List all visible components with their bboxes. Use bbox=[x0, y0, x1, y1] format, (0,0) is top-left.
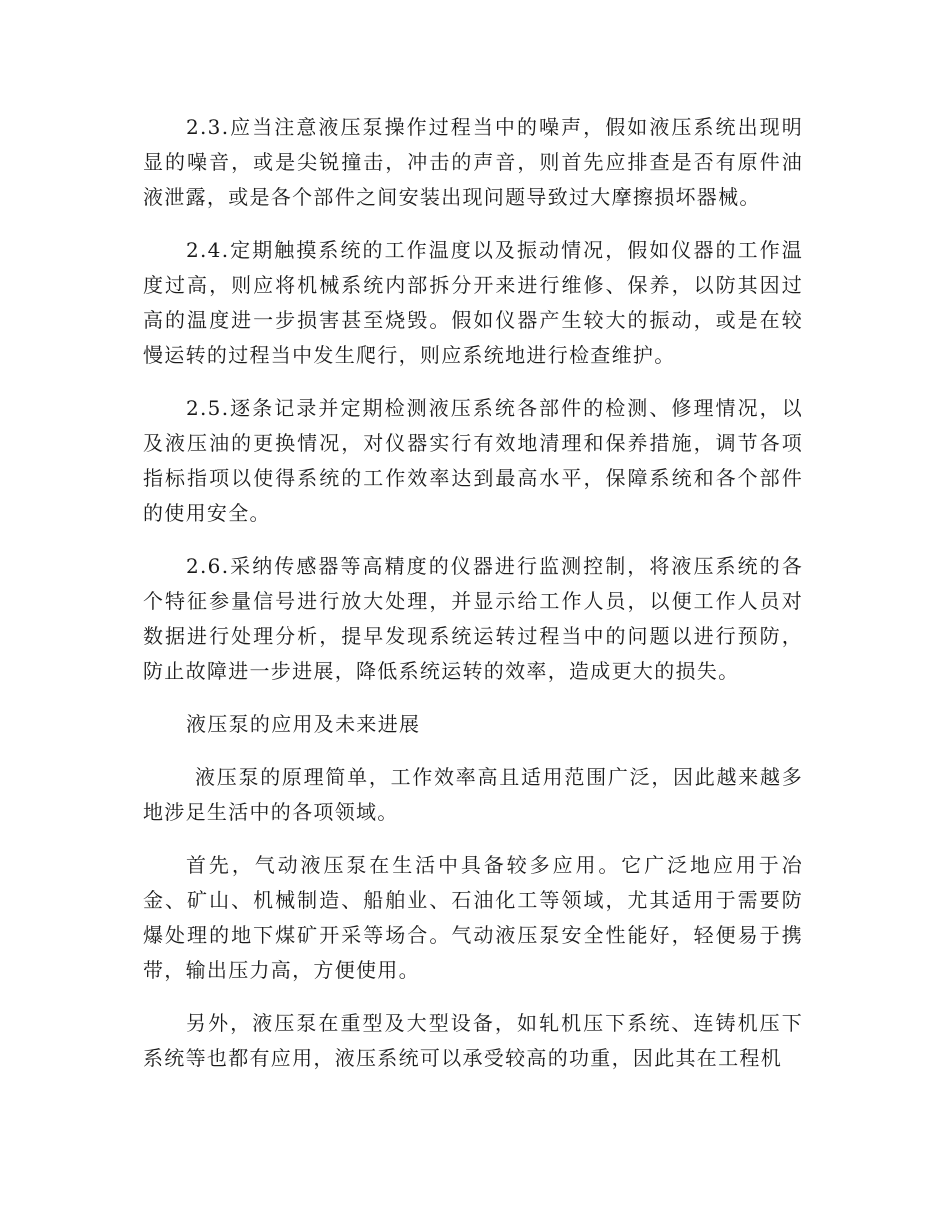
document-body bbox=[143, 110, 803, 1094]
paragraph-heavy-equipment: 另外，液压泵在重型及大型设备，如轧机压下系统、连铸机压下系统等也都有应用，液压系统可以承受较高的功重，因此其在工程机 bbox=[143, 1011, 803, 1070]
paragraph-2-5: 2.5.逐条记录并定期检测液压系统各部件的检测、修理情况，以及液压油的更换情况，对仪器实行有效地清理和保养措施，调节各项指标指项以使得系统的工作效率达到最高水平，保障系统和各个部件的使用安全。 bbox=[143, 396, 803, 525]
paragraph-2-6: 2.6.采纳传感器等高精度的仪器进行监测控制，将液压系统的各个特征参量信号进行放大处理，并显示给工作人员，以便工作人员对数据进行处理分析，提早发现系统运转过程当中的问题以进行预防，防止故障进一步进展，降低系统运转的效率，造成更大的损失。 bbox=[143, 554, 803, 683]
paragraph-intro: 液压泵的原理简单，工作效率高且适用范围广泛，因此越来越多地涉足生活中的各项领域。 bbox=[143, 765, 803, 824]
paragraph-pneumatic: 首先，气动液压泵在生活中具备较多应用。它广泛地应用于冶金、矿山、机械制造、船舶业、石油化工等领域，尤其适用于需要防爆处理的地下煤矿开采等场合。气动液压泵安全性能好，轻便易于携带，输出压力高，方便使用。 bbox=[143, 853, 803, 982]
paragraph-2-3: 2.3.应当注意液压泵操作过程当中的噪声，假如液压系统出现明显的噪音，或是尖锐撞击，冲击的声音，则首先应排查是否有原件油液泄露，或是各个部件之间安装出现问题导致过大摩擦损坏器械。 bbox=[143, 115, 803, 209]
paragraph-2-4: 2.4.定期触摸系统的工作温度以及振动情况，假如仪器的工作温度过高，则应将机械系统内部拆分开来进行维修、保养，以防其因过高的温度进一步损害甚至烧毁。假如仪器产生较大的振动，或是在较慢运转的过程当中发生爬行，则应系统地进行检查维护。 bbox=[143, 238, 803, 367]
section-heading: 液压泵的应用及未来进展 bbox=[186, 712, 421, 736]
